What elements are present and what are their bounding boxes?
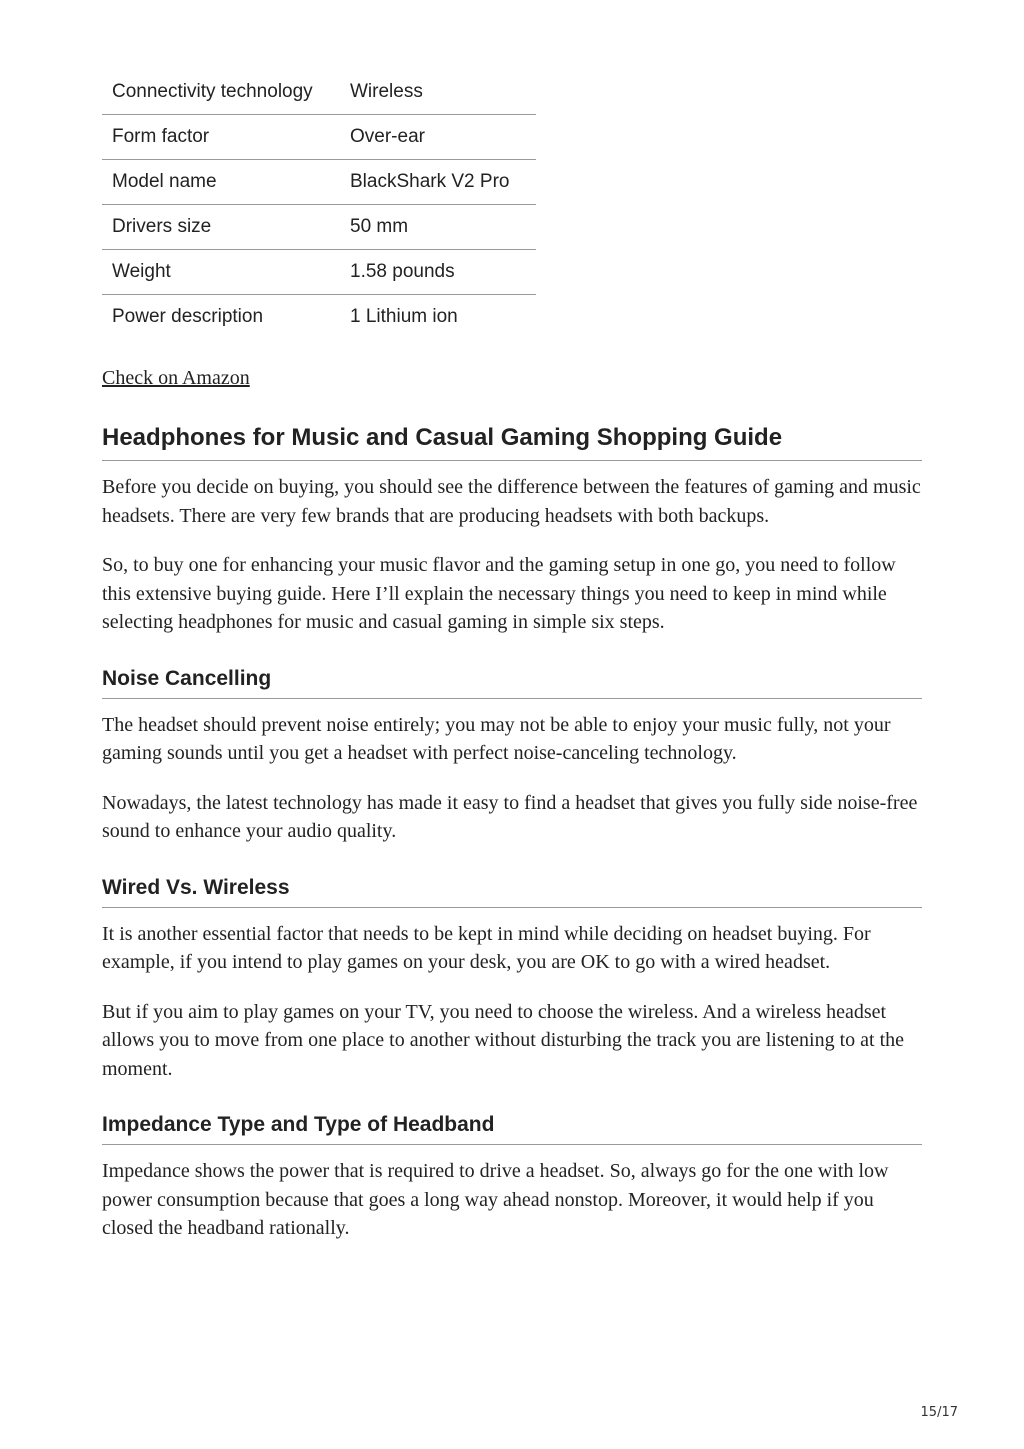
- spec-value: Over-ear: [340, 115, 536, 160]
- spec-label: Power description: [112, 306, 264, 327]
- spec-value: 1 Lithium ion: [350, 306, 458, 327]
- specs-table: [102, 70, 536, 339]
- table-row: [102, 250, 536, 295]
- spec-value: 1.58 pounds: [340, 250, 536, 295]
- spec-label: Form factor: [102, 115, 340, 160]
- page-number: 15/17: [920, 1405, 958, 1420]
- guide-paragraph: Before you decide on buying, you should see the difference between the features of gaming and music headsets. There are very few brands that are producing headsets with both backups.: [102, 476, 921, 527]
- table-row: [102, 115, 536, 160]
- section-paragraph: Impedance shows the power that is required to drive a headset. So, always go for the one with low power consumption because that goes a long way ahead nonstop. Moreover, it would help if you closed the headband rationally.: [102, 1160, 889, 1239]
- table-row: [102, 205, 536, 250]
- spec-label: Weight: [102, 250, 340, 295]
- spec-value: Wireless: [340, 70, 536, 115]
- section-heading-impedance: Impedance Type and Type of Headband: [102, 1113, 922, 1145]
- table-row: [102, 70, 536, 115]
- spec-label: Connectivity technology: [102, 70, 340, 115]
- section-heading-wired-vs-wireless: Wired Vs. Wireless: [102, 876, 922, 908]
- page-content: [102, 70, 922, 1243]
- table-row: [102, 160, 536, 205]
- guide-title: Headphones for Music and Casual Gaming Shopping Guide: [102, 424, 922, 461]
- section-paragraph: But if you aim to play games on your TV, you need to choose the wireless. And a wireless headset allows you to move from one place to another without disturbing the track you are listening to at the moment.: [102, 1000, 905, 1080]
- guide-paragraph: So, to buy one for enhancing your music flavor and the gaming setup in one go, you need to follow this extensive buying guide. Here I’ll explain the necessary things you need to keep in mind while selecting headphones for music and casual gaming in simple six steps.: [102, 554, 896, 633]
- spec-value: 50 mm: [340, 205, 536, 250]
- check-on-amazon-link[interactable]: Check on Amazon: [102, 367, 250, 389]
- spec-label: Model name: [102, 160, 340, 205]
- section-heading-noise-cancelling: Noise Cancelling: [102, 667, 922, 699]
- spec-label: Drivers size: [102, 205, 340, 250]
- table-row: [102, 295, 536, 340]
- section-paragraph: The headset should prevent noise entirely; you may not be able to enjoy your music fully, not your gaming sounds until you get a headset with perfect noise-canceling technology.: [102, 713, 891, 764]
- section-paragraph: It is another essential factor that needs to be kept in mind while deciding on headset buying. For example, if you intend to play games on your desk, you are OK to go with a wired headset.: [102, 922, 871, 973]
- section-paragraph: Nowadays, the latest technology has made it easy to find a headset that gives you fully side noise-free sound to enhance your audio quality.: [102, 791, 918, 842]
- spec-value: BlackShark V2 Pro: [340, 160, 536, 205]
